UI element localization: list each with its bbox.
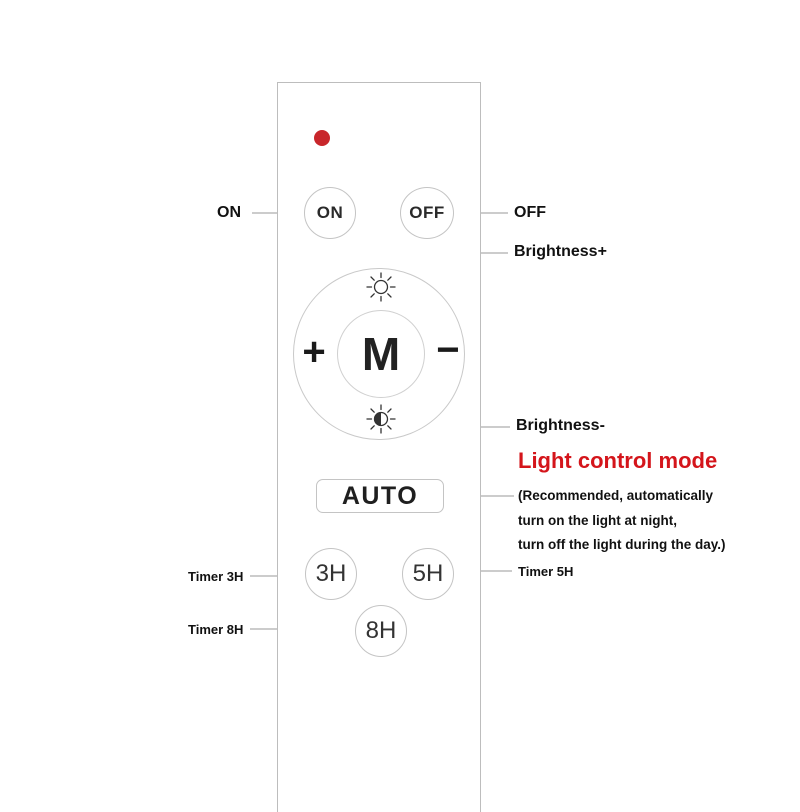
mode-button[interactable]: M [337,310,425,398]
label-brightness-up: Brightness+ [514,243,607,260]
label-auto-desc-1: (Recommended, automatically [518,488,714,503]
brightness-up-icon[interactable] [365,271,397,303]
timer-5h-button[interactable]: 5H [402,548,454,600]
label-light-control-mode: Light control mode [518,448,718,473]
brightness-down-icon[interactable] [365,403,397,435]
label-timer-8h: Timer 8H [188,622,244,637]
timer-3h-button[interactable]: 3H [305,548,357,600]
label-auto-desc-2: turn on the light at night, [518,513,677,528]
off-button[interactable]: OFF [400,187,454,239]
indicator-led [314,130,330,146]
label-timer-3h: Timer 3H [188,569,244,584]
on-button[interactable]: ON [304,187,356,239]
label-on: ON [217,204,241,221]
minus-button[interactable]: − [436,327,460,372]
label-timer-5h: Timer 5H [518,564,574,579]
timer-8h-button[interactable]: 8H [355,605,407,657]
auto-button[interactable]: AUTO [316,479,444,513]
label-off: OFF [514,204,546,221]
label-auto-desc-3: turn off the light during the day.) [518,537,726,552]
plus-button[interactable]: + [302,329,326,374]
remote-body [277,82,481,812]
label-brightness-down: Brightness- [516,417,605,434]
